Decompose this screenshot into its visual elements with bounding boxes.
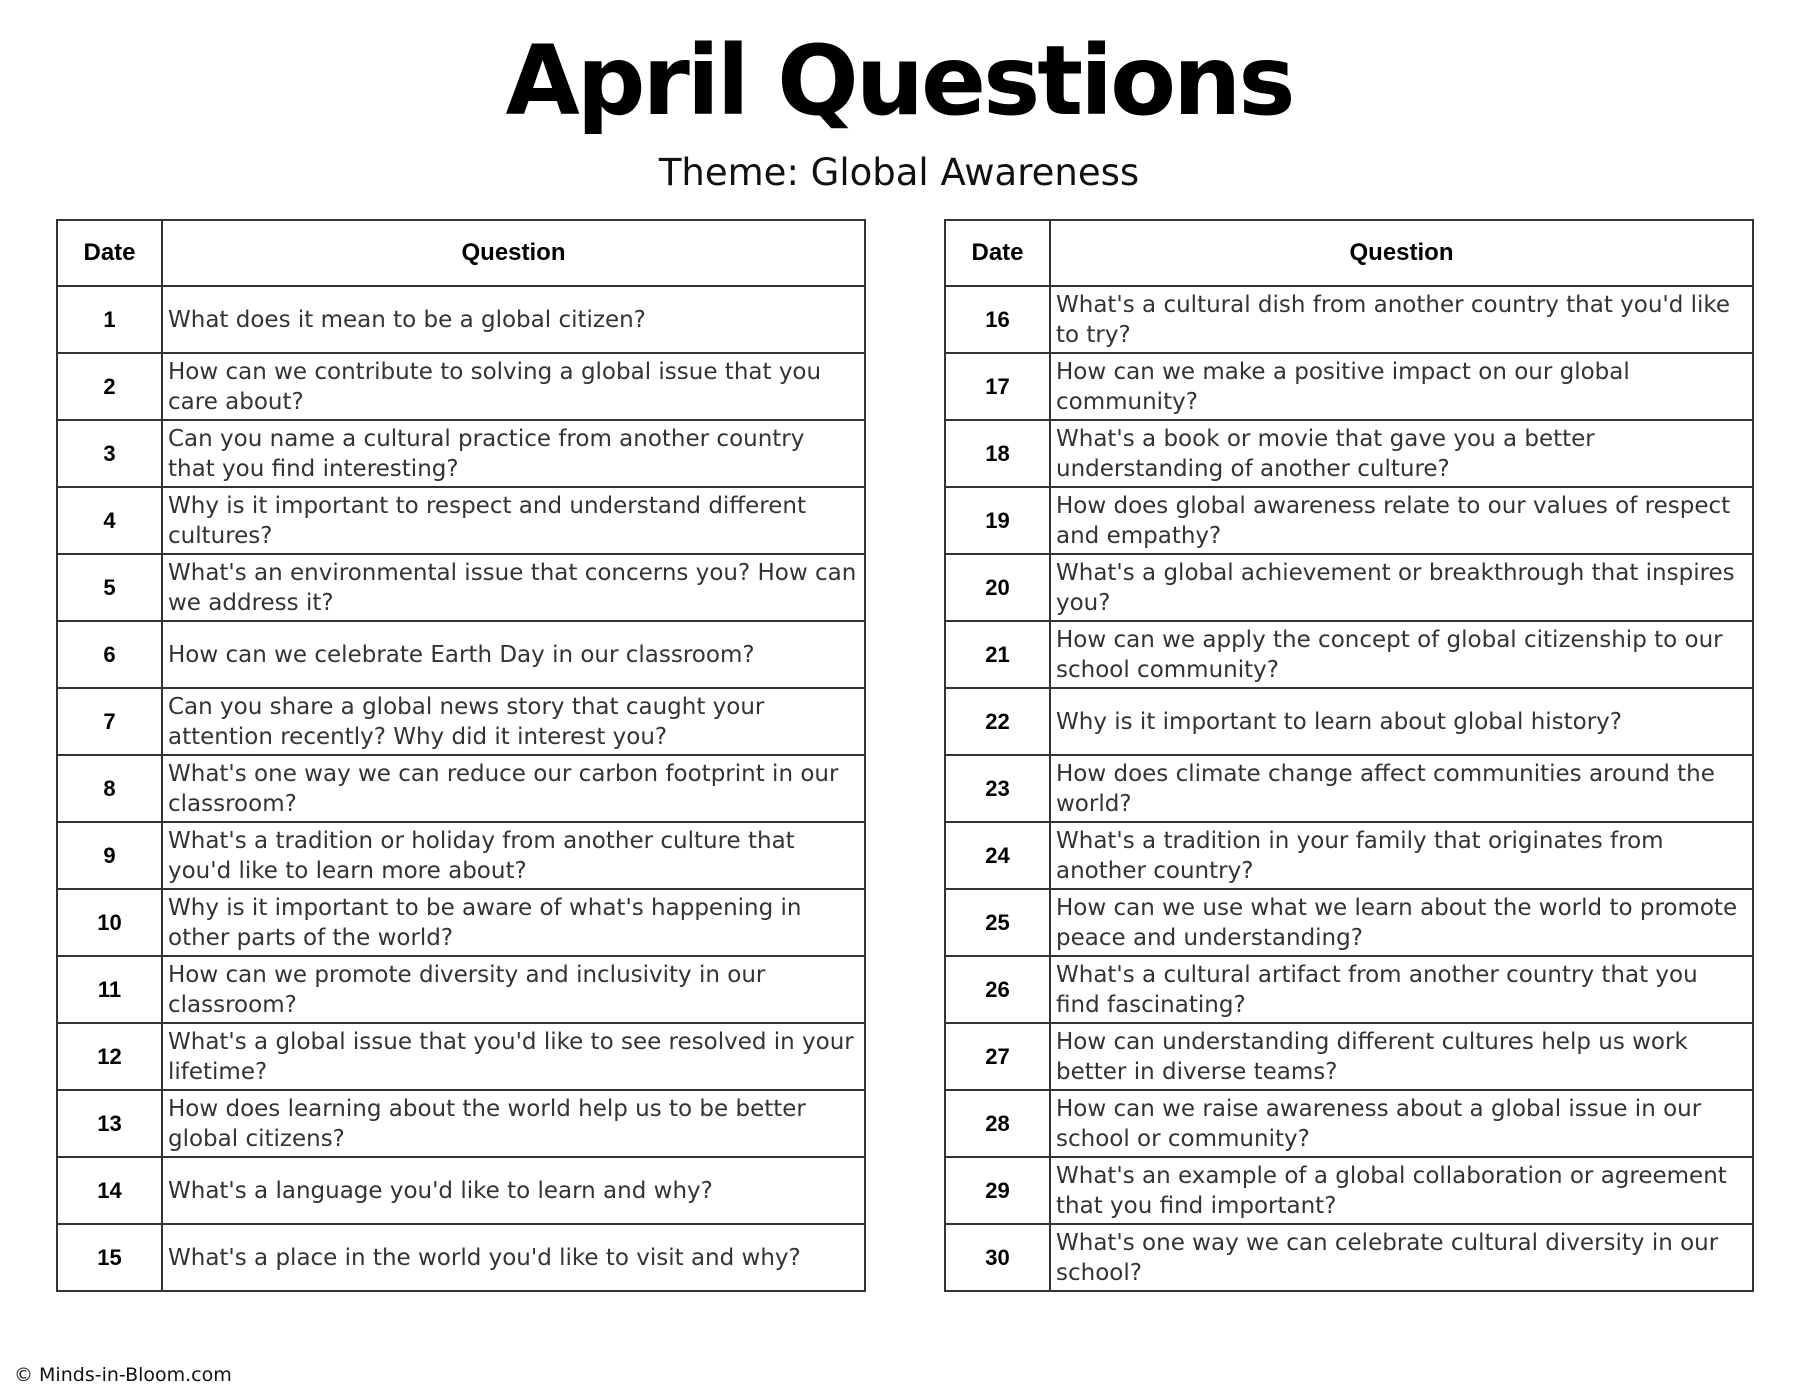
table-row	[945, 1023, 1753, 1090]
table-row	[57, 822, 865, 889]
questions-table-right	[944, 219, 1754, 1292]
date-cell: 22	[945, 688, 1050, 755]
page-subtitle: Theme: Global Awareness	[658, 151, 1140, 194]
table-row	[945, 1157, 1753, 1224]
date-cell: 11	[57, 956, 162, 1023]
date-cell: 10	[57, 889, 162, 956]
date-cell: 9	[57, 822, 162, 889]
question-cell: How can we celebrate Earth Day in our classroom?	[162, 621, 865, 688]
table-row	[57, 286, 865, 353]
question-cell: How can we make a positive impact on our global community?	[1050, 353, 1753, 420]
table-header-row	[57, 220, 865, 286]
question-cell: What's a place in the world you'd like to visit and why?	[162, 1224, 865, 1291]
date-cell: 23	[945, 755, 1050, 822]
table-row	[57, 353, 865, 420]
table-row	[945, 889, 1753, 956]
date-cell: 14	[57, 1157, 162, 1224]
copyright-footer: © Minds-in-Bloom.com	[14, 1364, 232, 1386]
date-column-header: Date	[57, 220, 162, 286]
question-cell: What's a book or movie that gave you a better understanding of another culture?	[1050, 420, 1753, 487]
table-row	[57, 755, 865, 822]
date-cell: 2	[57, 353, 162, 420]
question-cell: How can we use what we learn about the world to promote peace and understanding?	[1050, 889, 1753, 956]
date-column-header: Date	[945, 220, 1050, 286]
question-cell: Why is it important to be aware of what's happening in other parts of the world?	[162, 889, 865, 956]
date-cell: 24	[945, 822, 1050, 889]
question-cell: How does climate change affect communities around the world?	[1050, 755, 1753, 822]
table-row	[57, 420, 865, 487]
table-row	[945, 822, 1753, 889]
question-cell: What's a tradition in your family that originates from another country?	[1050, 822, 1753, 889]
question-cell: What's a tradition or holiday from another culture that you'd like to learn more about?	[162, 822, 865, 889]
questions-table-left	[56, 219, 866, 1292]
table-row	[945, 1090, 1753, 1157]
date-cell: 4	[57, 487, 162, 554]
date-cell: 29	[945, 1157, 1050, 1224]
table-row	[57, 1023, 865, 1090]
question-cell: What does it mean to be a global citizen?	[162, 286, 865, 353]
table-row	[57, 487, 865, 554]
table-row	[945, 1224, 1753, 1291]
table-row	[57, 621, 865, 688]
table-row	[57, 956, 865, 1023]
table-row	[945, 353, 1753, 420]
question-cell: How can we raise awareness about a global issue in our school or community?	[1050, 1090, 1753, 1157]
date-cell: 26	[945, 956, 1050, 1023]
date-cell: 13	[57, 1090, 162, 1157]
table-row	[945, 956, 1753, 1023]
question-cell: What's an environmental issue that concerns you? How can we address it?	[162, 554, 865, 621]
questions-table-right-body	[945, 286, 1753, 1291]
date-cell: 27	[945, 1023, 1050, 1090]
date-cell: 30	[945, 1224, 1050, 1291]
table-row	[57, 889, 865, 956]
date-cell: 8	[57, 755, 162, 822]
question-cell: How does learning about the world help us to be better global citizens?	[162, 1090, 865, 1157]
table-header-row	[945, 220, 1753, 286]
page-title: April Questions	[505, 25, 1293, 137]
table-row	[945, 621, 1753, 688]
question-column-header: Question	[162, 220, 865, 286]
table-row	[945, 755, 1753, 822]
question-cell: What's a cultural artifact from another country that you find fascinating?	[1050, 956, 1753, 1023]
question-cell: What's one way we can reduce our carbon footprint in our classroom?	[162, 755, 865, 822]
question-cell: What's a global achievement or breakthrough that inspires you?	[1050, 554, 1753, 621]
question-cell: How can we promote diversity and inclusivity in our classroom?	[162, 956, 865, 1023]
question-cell: How does global awareness relate to our values of respect and empathy?	[1050, 487, 1753, 554]
questions-table-left-body	[57, 286, 865, 1291]
table-row	[57, 688, 865, 755]
question-cell: Can you share a global news story that caught your attention recently? Why did it interest you?	[162, 688, 865, 755]
table-row	[945, 487, 1753, 554]
question-cell: What's a language you'd like to learn and why?	[162, 1157, 865, 1224]
date-cell: 7	[57, 688, 162, 755]
question-column-header: Question	[1050, 220, 1753, 286]
question-cell: What's a global issue that you'd like to see resolved in your lifetime?	[162, 1023, 865, 1090]
table-row	[57, 554, 865, 621]
question-cell: How can understanding different cultures help us work better in diverse teams?	[1050, 1023, 1753, 1090]
table-row	[57, 1224, 865, 1291]
question-cell: How can we contribute to solving a global issue that you care about?	[162, 353, 865, 420]
date-cell: 20	[945, 554, 1050, 621]
table-row	[945, 554, 1753, 621]
date-cell: 1	[57, 286, 162, 353]
date-cell: 25	[945, 889, 1050, 956]
date-cell: 28	[945, 1090, 1050, 1157]
question-cell: Why is it important to respect and understand different cultures?	[162, 487, 865, 554]
table-row	[945, 688, 1753, 755]
question-cell: Can you name a cultural practice from another country that you find interesting?	[162, 420, 865, 487]
date-cell: 16	[945, 286, 1050, 353]
date-cell: 17	[945, 353, 1050, 420]
date-cell: 12	[57, 1023, 162, 1090]
date-cell: 15	[57, 1224, 162, 1291]
question-cell: What's one way we can celebrate cultural diversity in our school?	[1050, 1224, 1753, 1291]
question-cell: How can we apply the concept of global citizenship to our school community?	[1050, 621, 1753, 688]
table-row	[57, 1157, 865, 1224]
date-cell: 18	[945, 420, 1050, 487]
date-cell: 6	[57, 621, 162, 688]
table-row	[945, 286, 1753, 353]
table-row	[945, 420, 1753, 487]
date-cell: 5	[57, 554, 162, 621]
question-cell: Why is it important to learn about global history?	[1050, 688, 1753, 755]
question-cell: What's an example of a global collaboration or agreement that you find important?	[1050, 1157, 1753, 1224]
date-cell: 3	[57, 420, 162, 487]
date-cell: 19	[945, 487, 1050, 554]
table-row	[57, 1090, 865, 1157]
question-cell: What's a cultural dish from another country that you'd like to try?	[1050, 286, 1753, 353]
date-cell: 21	[945, 621, 1050, 688]
